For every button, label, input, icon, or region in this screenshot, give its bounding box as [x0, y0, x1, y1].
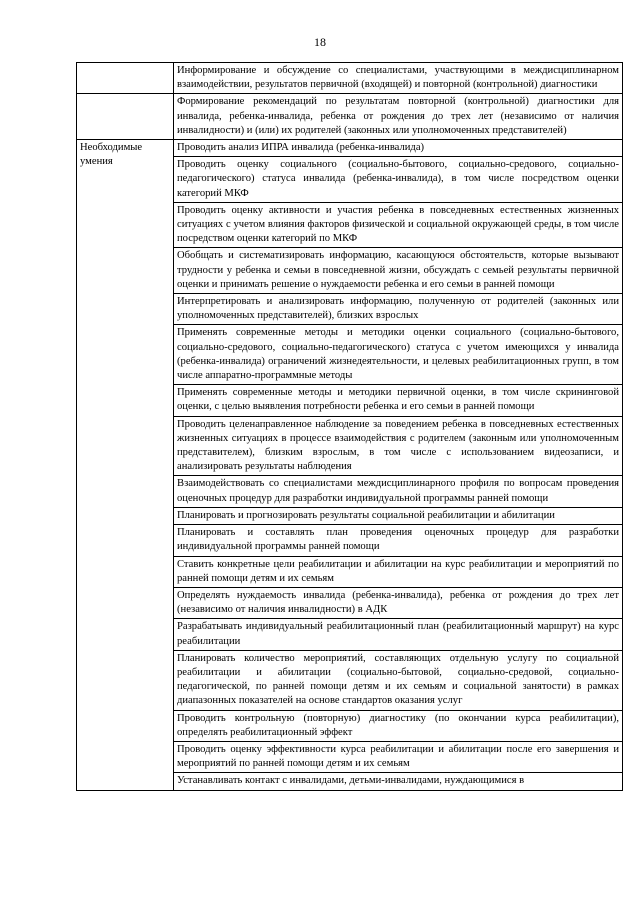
row-text-cell — [174, 507, 623, 524]
row-text: Обобщать и систематизировать информацию, касающуюся обстоятельств, которые вызывают трудности у ребенка и семьи в повседневной жизни, обсуждать с семьей результаты первичной оценки и принимать решение о нуждаемости ребенка и его семьи в ранней помощи — [177, 250, 619, 290]
row-text-cell — [174, 476, 623, 507]
row-label-cell — [77, 63, 174, 94]
row-text-cell — [174, 741, 623, 772]
row-text-cell — [174, 294, 623, 325]
row-text: Проводить оценку социального (социально-бытового, социально-средового, социально-педагогического) статуса инвалида (ребенка-инвалида), в том числе посредством оценки категорий МКФ — [177, 159, 619, 199]
row-text-cell — [174, 157, 623, 203]
section-label-necessary-skills: Необходимые умения — [80, 142, 143, 168]
row-text-cell — [174, 556, 623, 587]
row-text: Планировать и составлять план проведения оценочных процедур для разработки индивидуальной программы ранней помощи — [177, 527, 619, 553]
row-text: Планировать количество мероприятий, составляющих отдельную услугу по социальной реабилитации и абилитации (социально-бытовой, социально-средовой, социально-педагогической, по ранней помощи детям и их семьям и социальной занятости) в рамках диапазонных показателей на основе стандартов оказания услуг — [177, 652, 619, 707]
row-text: Устанавливать контакт с инвалидами, детьми-инвалидами, нуждающимися в — [177, 775, 525, 787]
row-text: Формирование рекомендаций по результатам повторной (контрольной) диагностики для инвалида, ребенка-инвалида, ребенка от рождения до трех лет (независимо от наличия инвалидности) и (или) их родителей (законных или уполномоченных представителей) — [177, 96, 619, 136]
row-text-cell — [174, 202, 623, 248]
row-text-cell — [174, 710, 623, 741]
row-text: Применять современные методы и методики оценки социального (социально-бытового, социально-средового, социально-педагогического) статуса с учетом имеющихся у инвалида (ребенка-инвалида) ограничений жизнедеятельности, и целевых реабилитационных групп, в том числе аппаратно-программные методы — [177, 327, 619, 382]
row-label-cell — [77, 94, 174, 140]
row-text-cell — [174, 385, 623, 416]
row-text-cell — [174, 416, 623, 476]
row-text: Определять нуждаемость инвалида (ребенка-инвалида), ребенка от рождения до трех лет (независимо от наличия инвалидности) в АДК — [177, 589, 619, 616]
row-text-cell — [174, 773, 623, 790]
row-text: Проводить целенаправленное наблюдение за поведением ребенка в повседневных естественных жизненных ситуациях в процессе взаимодействия с родителем (законным или уполномоченным представителем), близким взрослым, в том числе с использованием видеозаписи, и анализировать результаты наблюдения — [177, 418, 619, 473]
row-text: Планировать и прогнозировать результаты социальной реабилитации и абилитации — [177, 509, 555, 521]
row-text-cell — [174, 619, 623, 650]
row-text-cell — [174, 325, 623, 385]
row-text: Разрабатывать индивидуальный реабилитационный план (реабилитационный маршрут) на курс реабилитации — [177, 621, 619, 647]
row-text: Проводить контрольную (повторную) диагностику (по окончании курса реабилитации), определять реабилитационный эффект — [177, 712, 619, 738]
row-text: Проводить оценку эффективности курса реабилитации и абилитации после его завершения и мероприятий по ранней помощи детям и их семьям — [177, 743, 619, 770]
row-text-cell — [174, 94, 623, 140]
row-text-cell — [174, 650, 623, 710]
table-row — [77, 94, 623, 140]
skills-table — [76, 62, 623, 791]
row-label-cell — [77, 140, 174, 791]
row-text: Проводить анализ ИПРА инвалида (ребенка-инвалида) — [177, 142, 425, 154]
row-text-cell — [174, 525, 623, 556]
page-number: 18 — [314, 35, 326, 49]
row-text: Информирование и обсуждение со специалистами, участвующими в междисциплинарном взаимодействии, результатов первичной (входящей) и повторной (контрольной) диагностики — [177, 65, 619, 91]
row-text: Применять современные методы и методики первичной оценки, в том числе скрининговой оценки, с целью выявления потребности ребенка и его семьи в ранней помощи — [177, 387, 619, 413]
row-text: Интерпретировать и анализировать информацию, полученную от родителей (законных или уполномоченных представителей), близких взрослых — [177, 296, 619, 322]
row-text: Проводить оценку активности и участия ребенка в повседневных естественных жизненных ситуациях с учетом влияния факторов физической и социальной окружающей среды, в том числе посредством оценки категорий по МКФ — [177, 204, 619, 245]
table-row — [77, 63, 623, 94]
row-text-cell — [174, 63, 623, 94]
row-text: Взаимодействовать со специалистами междисциплинарного профиля по вопросам проведения оценочных процедур для разработки индивидуальной программы ранней помощи — [177, 478, 619, 504]
row-text-cell — [174, 140, 623, 157]
row-text-cell — [174, 248, 623, 294]
row-text-cell — [174, 587, 623, 618]
row-text: Ставить конкретные цели реабилитации и абилитации на курс реабилитации и мероприятий по ранней помощи детям и их семьям — [177, 558, 619, 584]
table-row — [77, 140, 623, 157]
